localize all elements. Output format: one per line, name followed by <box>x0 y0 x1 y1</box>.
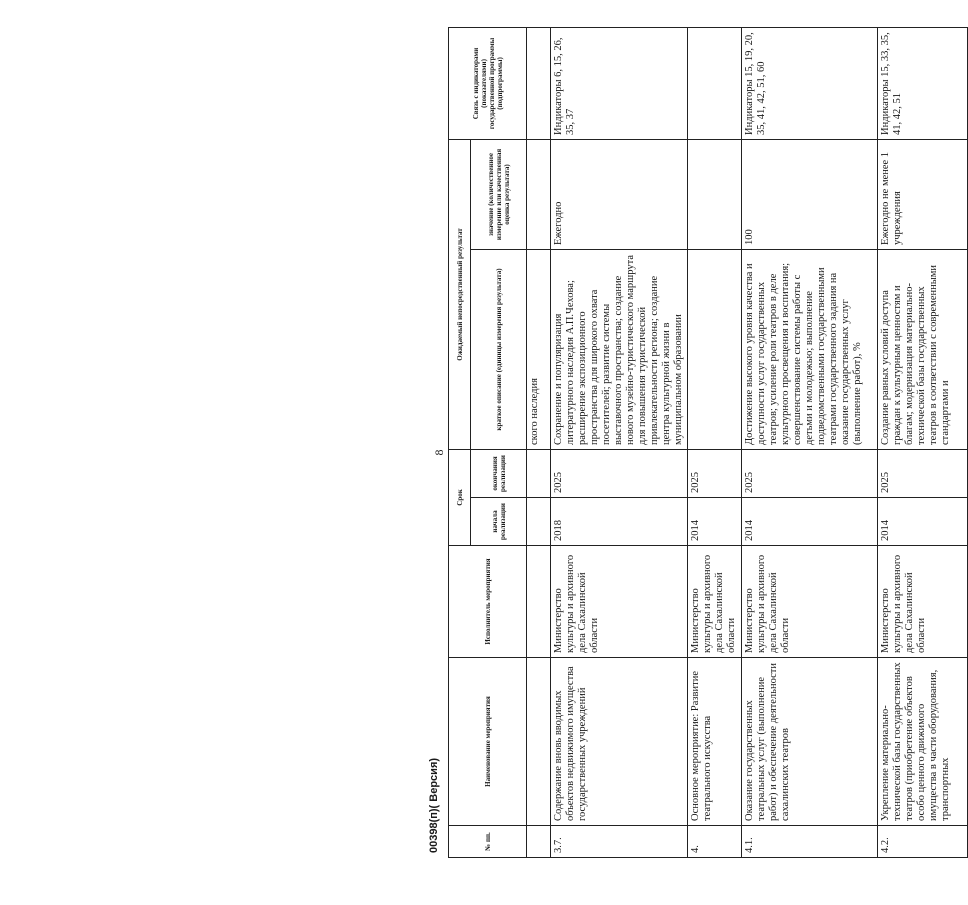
cell-indicators: Индикаторы 15, 19, 20, 35, 41, 42, 51, 60 <box>742 27 878 139</box>
page-number: 8 <box>432 449 446 456</box>
cell-value: 100 <box>742 139 878 249</box>
header-term-end: окончания реализации <box>471 449 527 497</box>
cell-name: Укрепление материально-технической базы государственных театров (приобретение объектов особо ценного движимого имущества в части оборудования, транспортных <box>878 658 968 826</box>
header-result-desc: краткое описание (единицы измерения результата) <box>471 249 527 449</box>
cell-value: Ежегодно не менее 1 учреждения <box>878 139 968 249</box>
cell-name: Содержание вновь вводимых объектов недвижимого имущества государственных учреждений <box>551 658 688 826</box>
cell-name: Основное мероприятие: Развитие театрального искусства <box>688 658 742 826</box>
cell-no: 3.7. <box>551 826 688 858</box>
header-no: № пп. <box>449 826 527 858</box>
cell-desc: Сохранение и популяризация литературного наследия А.П.Чехова; расширение экспозиционного пространства для широкого охвата посетителей; развитие системы выставочного пространства; создание нового музейно-туристического маршрута для повышения туристической привлекательности региона; создание центра культурной жизни в муниципальном образовании <box>551 249 688 449</box>
cell-no <box>527 826 551 858</box>
cell-start <box>527 498 551 546</box>
table-row <box>878 27 968 857</box>
header-name: Наименование мероприятия <box>449 658 527 826</box>
header-result-value: значение (количественное измерение или качественная оценка результата) <box>471 139 527 249</box>
cell-desc: Достижение высокого уровня качества и доступности услуг государственных театров; усиление роли театров в деле культурного просвещения и воспитания; совершенствование системы работы с детьми и молодежью; выполнение подведомственными государственными театрами государственного задания на оказание государственных услуг (выполнение работ), % <box>742 249 878 449</box>
cell-desc <box>688 249 742 449</box>
cell-executor: Министерство культуры и архивного дела Сахалинской области <box>688 546 742 658</box>
activities-table <box>448 27 968 858</box>
cell-executor: Министерство культуры и архивного дела Сахалинской области <box>878 546 968 658</box>
table-row <box>742 27 878 857</box>
cell-indicators <box>688 27 742 139</box>
cell-start: 2018 <box>551 498 688 546</box>
cell-executor: Министерство культуры и архивного дела Сахалинской области <box>551 546 688 658</box>
cell-indicators: Индикаторы 15, 33, 35, 41, 42, 51 <box>878 27 968 139</box>
header-result: Ожидаемый непосредственный результат <box>449 139 471 449</box>
header-term-start: начала реализации <box>471 498 527 546</box>
cell-no: 4. <box>688 826 742 858</box>
header-executor: Исполнитель мероприятия <box>449 546 527 658</box>
cell-indicators: Индикаторы 6, 15, 26, 35, 37 <box>551 27 688 139</box>
cell-value <box>527 139 551 249</box>
cell-name: Оказание государственных театральных услуг (выполнение работ) и обеспечение деятельности сахалинских театров <box>742 658 878 826</box>
header-indicators: Связь с индикаторами (показателями) государственной программы (подпрограммы) <box>449 27 527 139</box>
table-row <box>551 27 688 857</box>
cell-value: Ежегодно <box>551 139 688 249</box>
cell-end: 2025 <box>551 449 688 497</box>
cell-start: 2014 <box>878 498 968 546</box>
cell-start: 2014 <box>688 498 742 546</box>
cell-executor: Министерство культуры и архивного дела Сахалинской области <box>742 546 878 658</box>
document-version-footer: 00398(п)( Версия) <box>428 757 440 853</box>
table-row <box>688 27 742 857</box>
cell-desc: ского наследия <box>527 249 551 449</box>
cell-end: 2025 <box>688 449 742 497</box>
header-term: Срок <box>449 449 471 545</box>
cell-start: 2014 <box>742 498 878 546</box>
table-row <box>527 27 551 857</box>
cell-end <box>527 449 551 497</box>
cell-value <box>688 139 742 249</box>
cell-end: 2025 <box>742 449 878 497</box>
cell-desc: Создание равных условий доступа граждан к культурным ценностям и благам; модернизация материально-технической базы государственных театров в соответствии с современными стандартами и <box>878 249 968 449</box>
cell-no: 4.1. <box>742 826 878 858</box>
cell-indicators <box>527 27 551 139</box>
cell-end: 2025 <box>878 449 968 497</box>
cell-executor <box>527 546 551 658</box>
cell-no: 4.2. <box>878 826 968 858</box>
cell-name <box>527 658 551 826</box>
